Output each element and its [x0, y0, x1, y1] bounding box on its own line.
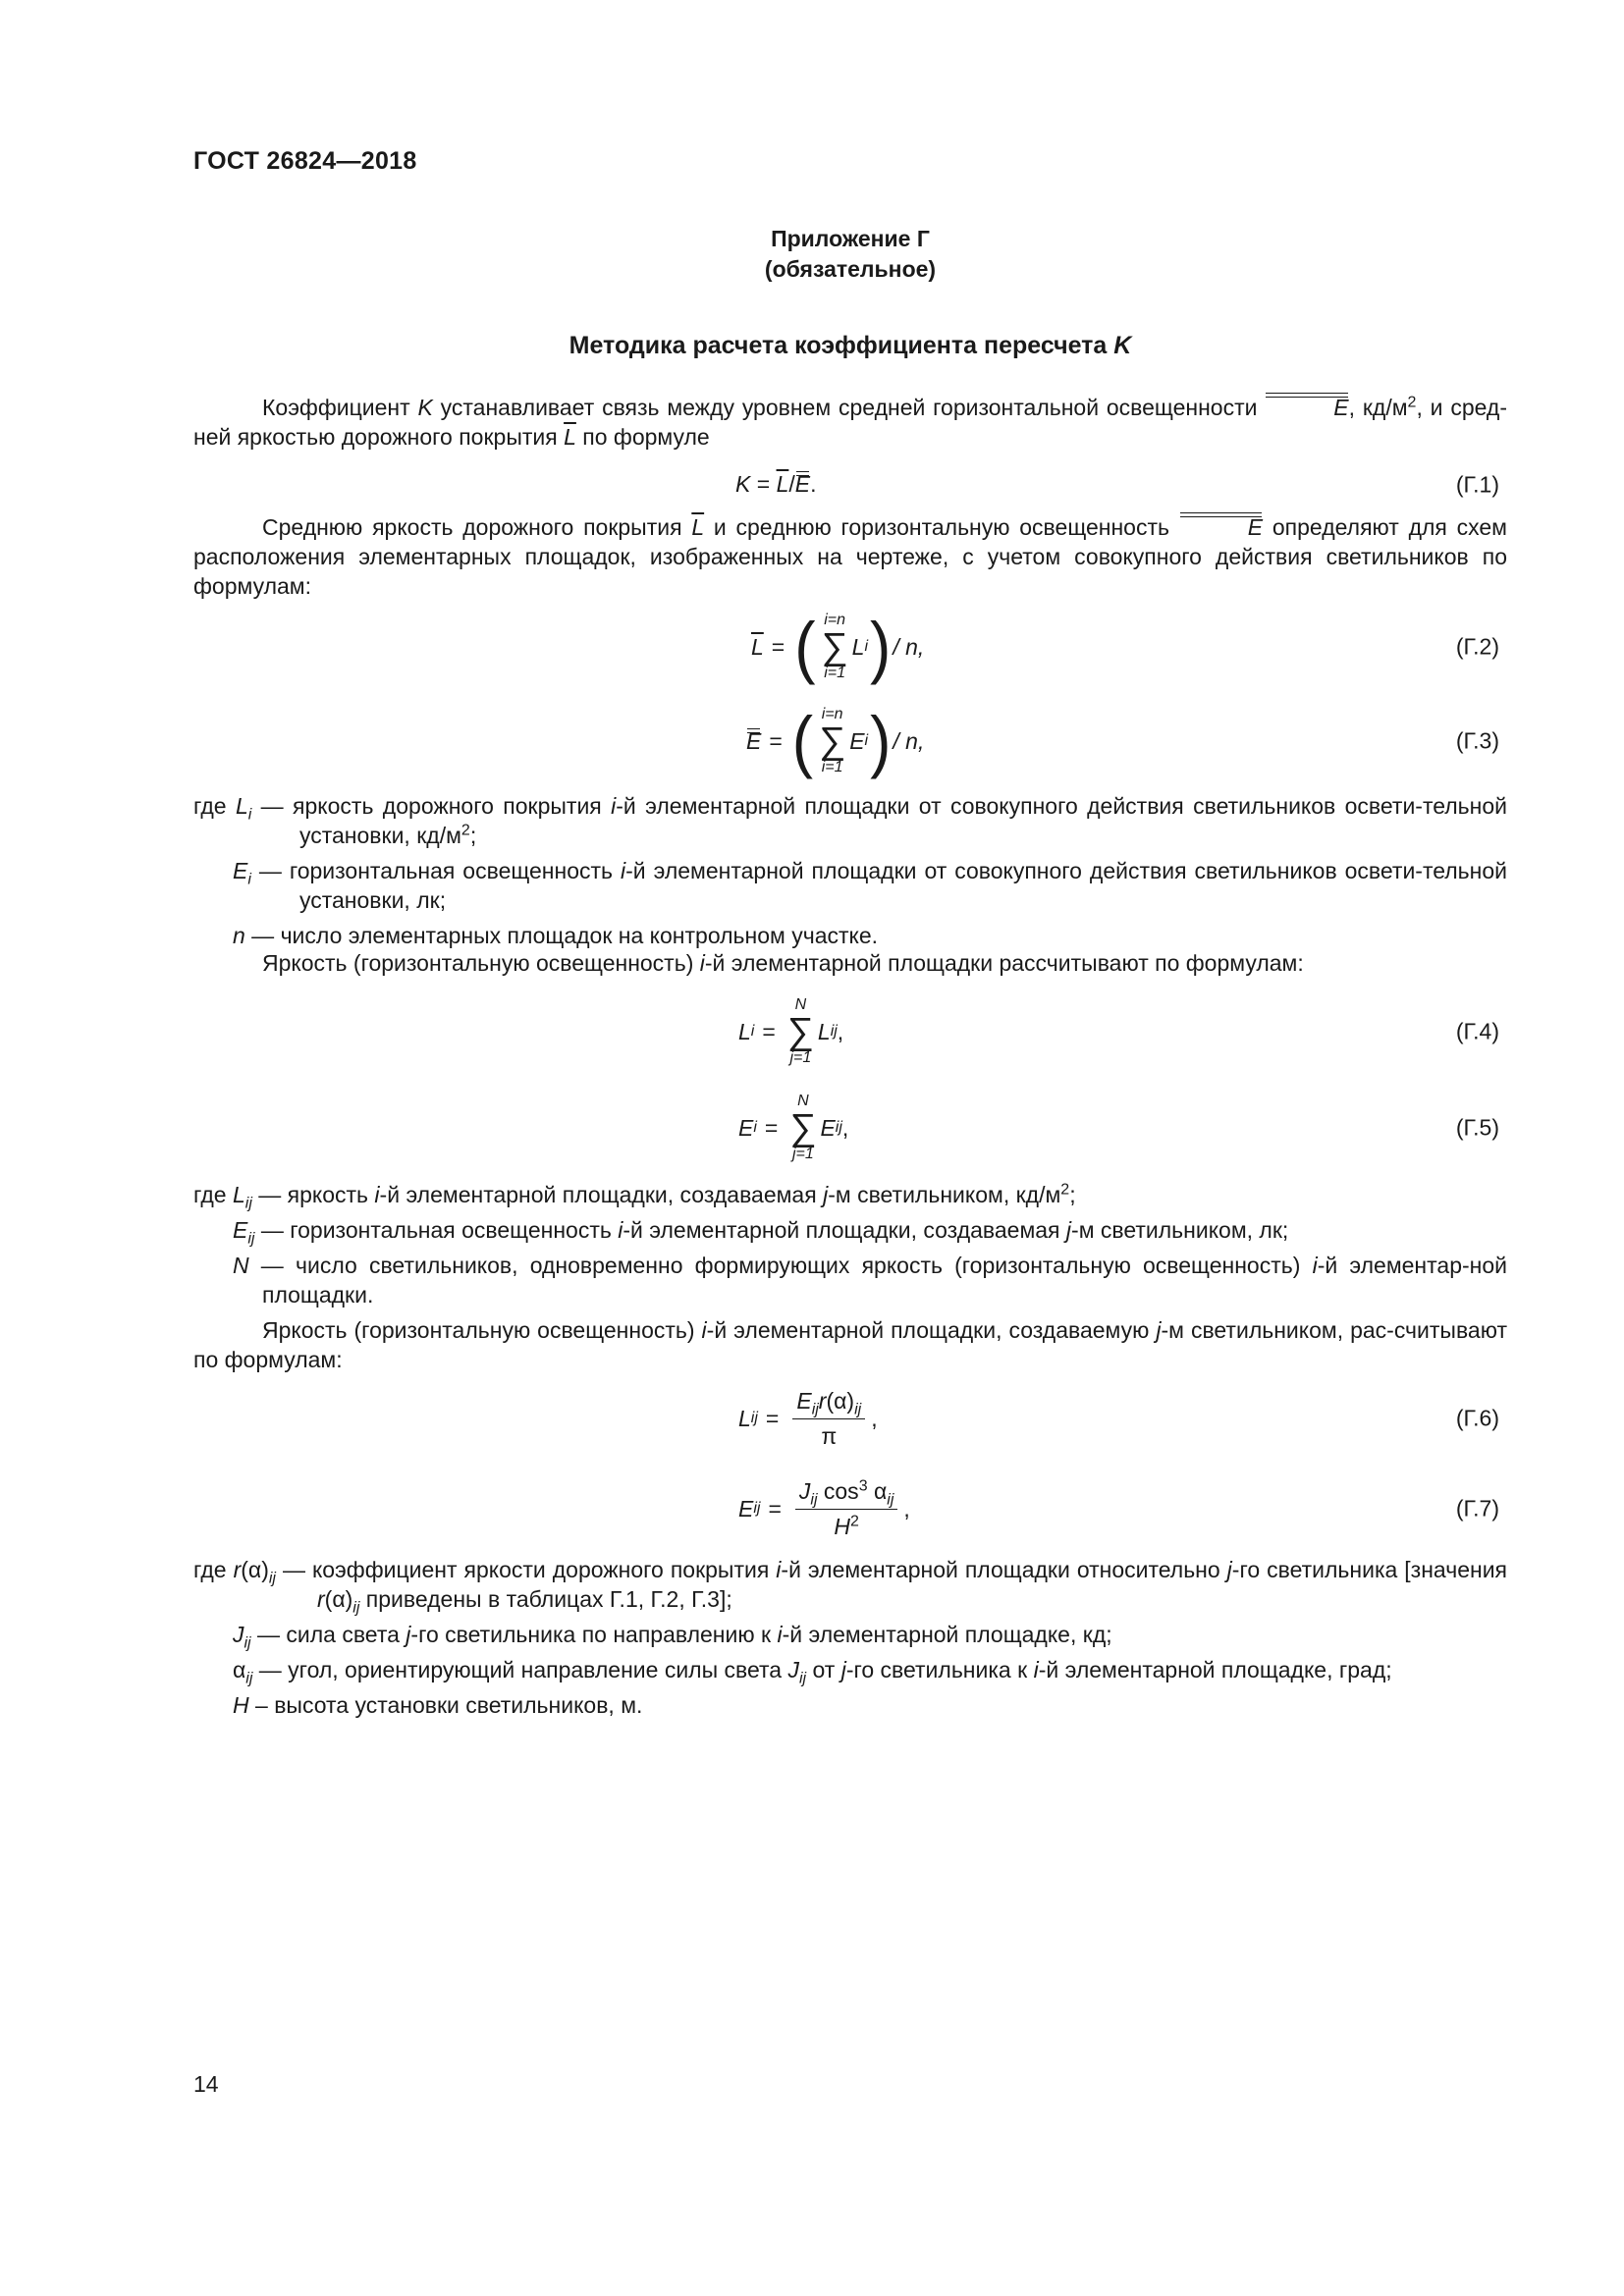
- formula-g4: [193, 991, 1507, 1072]
- para1-var-e-mean: E: [1265, 393, 1348, 422]
- formula-g1: [193, 465, 1507, 505]
- para1-text-1: Коэффициент: [262, 395, 418, 420]
- f5-tail: ,: [841, 1114, 849, 1141]
- def-var: L: [232, 1182, 245, 1207]
- def-lead: где: [193, 1182, 233, 1207]
- def-text-2: от: [806, 1657, 841, 1682]
- annex-heading: [193, 224, 1507, 285]
- def-text-2: -го светильника по направлению к: [410, 1622, 778, 1647]
- f7-lhs: E: [738, 1495, 754, 1522]
- f5-lhs: E: [738, 1114, 754, 1141]
- def-i: i: [776, 1557, 782, 1582]
- f2-lower-limit: i=1: [824, 665, 845, 681]
- def-j: j: [406, 1622, 411, 1647]
- def-text-1: — коэффициент яркости дорожного покрытия: [275, 1557, 777, 1582]
- f4-upper-limit: N: [794, 996, 807, 1013]
- f1-l-mean: $\overline{L}$: [776, 471, 789, 497]
- para4-j: j: [1156, 1317, 1162, 1343]
- formula-g6-body: L ij = $\frac{E_{ij}r(\alpha)_{ij}}{\pi}$ ,: [738, 1387, 878, 1449]
- def-text-4: приведены в таблицах Г.1, Г.2, Г.3];: [359, 1586, 732, 1612]
- f5-eq: =: [764, 1114, 779, 1141]
- definition-item: [193, 1555, 1507, 1617]
- formula-number: (Г.3): [1455, 727, 1499, 754]
- para1-var-l-mean: $\overline{L}$: [564, 424, 576, 450]
- f7-den-h: H: [834, 1513, 850, 1539]
- def-text-3: -го светильника к: [845, 1657, 1034, 1682]
- def-text-1: – высота установки светильников, м.: [248, 1692, 643, 1718]
- f7-num-alpha: α: [867, 1477, 888, 1504]
- f6-fraction: [792, 1388, 865, 1450]
- paragraph-3: [193, 948, 1507, 978]
- def-text-2: -й элементарной площадки, создаваемая: [623, 1217, 1066, 1243]
- definition-text: [233, 921, 878, 950]
- def-i: i: [618, 1217, 623, 1243]
- page-number: 14: [193, 2071, 219, 2097]
- para4-text-2: -й элементарной площадки, создаваемую: [706, 1317, 1157, 1343]
- f7-num-j-sub: ij: [810, 1491, 818, 1509]
- f2-term: L: [851, 633, 865, 660]
- f5-term: E: [820, 1114, 836, 1141]
- def-text-2: -й элементар-ной площадки.: [262, 1253, 1507, 1308]
- def-text-2: -й элементарной площадки от совокупного действия светильников освети-тельной установки, кд/м: [299, 793, 1507, 848]
- def-text-1: — яркость дорожного покрытия: [251, 793, 612, 819]
- formula-g3-body: E = ( i=n ∑ i=1 E i ) / n,: [746, 702, 925, 780]
- definition-item: [193, 1215, 1507, 1248]
- para3-text-2: -й элементарной площадки рассчитывают по формулам:: [704, 950, 1304, 976]
- f3-tail: / n,: [893, 727, 925, 754]
- f7-fraction: [795, 1478, 898, 1540]
- annex-title: Приложение Г: [771, 226, 930, 251]
- formula-number: (Г.1): [1455, 471, 1499, 498]
- def-sub: ij: [268, 1570, 276, 1587]
- f7-num-alpha-sub: ij: [887, 1491, 894, 1509]
- def-i: i: [777, 1622, 783, 1647]
- formula-number: (Г.4): [1455, 1018, 1499, 1044]
- def-lead: где: [193, 793, 236, 819]
- para2-text-1: Среднюю яркость дорожного покрытия: [262, 514, 692, 540]
- def-text-2: -й элементарной площадки относительно: [781, 1557, 1227, 1582]
- f7-denominator: [834, 1510, 859, 1540]
- def-var: α: [233, 1657, 246, 1682]
- f4-lower-limit: j=1: [789, 1049, 812, 1066]
- formula-g7: [193, 1465, 1507, 1553]
- f4-eq: =: [762, 1018, 776, 1044]
- def-text-4: -й элементарной площадке, град;: [1038, 1657, 1392, 1682]
- definition-item: [193, 1180, 1507, 1212]
- f6-lhs: L: [738, 1405, 751, 1431]
- def-i: i: [1033, 1657, 1039, 1682]
- def-var: r: [233, 1557, 242, 1582]
- formula-g5-body: E i = N ∑ j=1 E ij ,: [738, 1093, 849, 1162]
- def-i: i: [621, 858, 626, 883]
- f3-lower-limit: i=1: [821, 759, 843, 775]
- sigma-icon: ∑: [789, 1107, 817, 1148]
- def-sub: ij: [244, 1634, 251, 1652]
- def-sub: ij: [244, 1195, 252, 1212]
- def-text-3: -м светильником, лк;: [1071, 1217, 1289, 1243]
- def-j: j: [823, 1182, 829, 1207]
- annex-type: (обязательное): [764, 256, 937, 282]
- f2-summation: [822, 612, 848, 682]
- f3-upper-limit: i=n: [821, 706, 843, 722]
- f4-summation: [787, 996, 814, 1067]
- formula-g2: [193, 603, 1507, 691]
- f1-lhs: K: [735, 471, 751, 497]
- definition-item: [193, 1620, 1507, 1652]
- formula-g5: [193, 1088, 1507, 1168]
- para4-text-1: Яркость (горизонтальную освещенность): [262, 1317, 702, 1343]
- definition-text: [233, 1690, 642, 1720]
- para2-text-3: определяют для схем расположения элементарных площадок, изображенных на чертеже, с учетом совокупного действия светильников по формулам:: [193, 514, 1507, 599]
- def-text-1: — горизонтальная освещенность: [250, 858, 621, 883]
- def-text-1: — угол, ориентирующий направление силы света: [252, 1657, 788, 1682]
- f1-dot: .: [810, 471, 817, 497]
- f1-e-mean: E: [794, 471, 811, 497]
- f3-right-paren: ): [870, 702, 892, 780]
- def-text-1: — яркость: [251, 1182, 375, 1207]
- def-text-3: ;: [469, 823, 477, 848]
- f2-right-paren: ): [870, 608, 892, 686]
- f6-eq: =: [765, 1405, 780, 1431]
- para1-text-5: по формуле: [575, 424, 710, 450]
- para2-var-l-mean: $\overline{L}$: [691, 514, 705, 540]
- f6-num-r: r: [818, 1387, 827, 1414]
- f1-slash: /: [788, 471, 795, 497]
- f2-lhs: $\overline{L}$: [751, 633, 764, 660]
- f5-upper-limit: N: [797, 1093, 809, 1109]
- definition-text: [233, 1251, 1507, 1309]
- definitions-3: [193, 1555, 1507, 1726]
- f7-eq: =: [768, 1495, 782, 1522]
- definition-text: [193, 1180, 1076, 1212]
- definition-text: [233, 1620, 1112, 1652]
- f6-tail: ,: [871, 1405, 878, 1431]
- def-j-var: J: [787, 1657, 799, 1682]
- f3-left-paren: (: [791, 702, 814, 780]
- def-i: i: [1312, 1253, 1318, 1278]
- definition-item: [193, 1251, 1507, 1309]
- para3-text-1: Яркость (горизонтальную освещенность): [262, 950, 700, 976]
- def-text-3: -го светильника [значения: [1231, 1557, 1507, 1582]
- paragraph-1: [193, 393, 1507, 452]
- sigma-icon: ∑: [786, 1011, 814, 1052]
- def-var: L: [235, 793, 248, 819]
- f2-upper-limit: i=n: [824, 612, 845, 628]
- f6-num-alpha: (α): [826, 1387, 855, 1414]
- def-i: i: [374, 1182, 380, 1207]
- def-text-1: — горизонтальная освещенность: [254, 1217, 619, 1243]
- definition-text: [193, 1555, 1507, 1617]
- def-text-3: -м светильником, кд/м: [828, 1182, 1061, 1207]
- f7-numerator: [795, 1478, 898, 1510]
- formula-number: (Г.7): [1455, 1495, 1499, 1522]
- def-sub: ij: [247, 1230, 255, 1248]
- f7-num-cos-sup: 3: [858, 1476, 868, 1494]
- def-alpha: (α): [241, 1557, 269, 1582]
- para4-text-3: -м светильником, рас-считывают по формулам:: [193, 1317, 1507, 1372]
- definitions-1: [193, 791, 1507, 956]
- sigma-icon: ∑: [819, 721, 846, 762]
- def-j-var-sub: ij: [798, 1670, 807, 1687]
- def-j: j: [1065, 1217, 1072, 1243]
- def-sub2: ij: [352, 1599, 360, 1617]
- f3-summation: [819, 706, 845, 776]
- def-var: N: [233, 1253, 249, 1278]
- def-text-1: — число элементарных площадок на контрольном участке.: [244, 923, 879, 948]
- def-sub: i: [247, 871, 251, 888]
- def-r2: r: [317, 1586, 325, 1612]
- def-text-3: -й элементарной площадке, кд;: [782, 1622, 1112, 1647]
- def-var: E: [233, 1217, 248, 1243]
- def-text-1: — сила света: [250, 1622, 406, 1647]
- def-sub: ij: [245, 1670, 253, 1687]
- def-sup: 2: [460, 822, 470, 839]
- f2-eq: =: [771, 633, 785, 660]
- section-title: [193, 332, 1507, 360]
- para1-text-2: устанавливает связь между уровнем средней горизонтальной освещенности: [432, 395, 1266, 420]
- f3-term: E: [849, 727, 865, 754]
- para1-text-4: , и сред-ней яркостью дорожного покрытия: [193, 395, 1507, 450]
- f1-eq: =: [750, 471, 777, 497]
- formula-g4-body: L i = N ∑ j=1 L ij ,: [738, 996, 844, 1066]
- definition-item: [193, 921, 1507, 950]
- f7-num-j: J: [798, 1477, 811, 1504]
- def-text-2: -й элементарной площадки от совокупного действия светильников освети-тельной установки, лк;: [299, 858, 1508, 913]
- definition-item: [193, 856, 1507, 915]
- f3-lhs: E: [746, 727, 762, 754]
- definition-text: [193, 791, 1507, 850]
- formula-number: (Г.5): [1455, 1114, 1499, 1141]
- definition-text: [233, 856, 1507, 915]
- def-alpha2: (α): [324, 1586, 353, 1612]
- f4-lhs: L: [738, 1018, 751, 1044]
- para3-i: i: [699, 950, 705, 976]
- definitions-2: [193, 1180, 1507, 1315]
- para1-var-k: K: [417, 395, 433, 420]
- def-sup: 2: [1060, 1181, 1070, 1199]
- f3-eq: =: [769, 727, 783, 754]
- f5-lower-limit: j=1: [791, 1146, 814, 1162]
- para1-text-3: , кд/м: [1348, 395, 1408, 420]
- def-sub: i: [247, 806, 252, 824]
- definition-item: [193, 1655, 1507, 1687]
- def-var: E: [233, 858, 248, 883]
- formula-g3: [193, 697, 1507, 785]
- f2-left-paren: (: [794, 608, 816, 686]
- f6-numerator: [792, 1388, 865, 1419]
- section-title-var: K: [1113, 332, 1132, 359]
- definition-item: [193, 791, 1507, 850]
- def-text-1: — число светильников, одновременно формирующих яркость (горизонтальную освещенность): [248, 1253, 1313, 1278]
- definition-text: [233, 1655, 1392, 1687]
- def-j: j: [1226, 1557, 1232, 1582]
- def-text-2: -й элементарной площадки, создаваемая: [379, 1182, 824, 1207]
- def-var: J: [233, 1622, 244, 1647]
- formula-number: (Г.6): [1455, 1405, 1499, 1431]
- formula-g2-body: $\overline{L}$ = ( i=n ∑ i=1 L i ) / n,: [751, 608, 925, 686]
- def-lead: где: [193, 1557, 234, 1582]
- formula-g7-body: E ij = $\frac{J_{ij} \cos^3 \alpha_{ij}}{H^2}$ ,: [738, 1476, 910, 1539]
- paragraph-2: [193, 512, 1507, 601]
- f6-num-sub: ij: [854, 1401, 862, 1418]
- def-i: i: [611, 793, 617, 819]
- formula-number: (Г.2): [1455, 633, 1499, 660]
- para4-i: i: [701, 1317, 707, 1343]
- def-text-4: ;: [1069, 1182, 1076, 1207]
- f5-summation: [789, 1093, 816, 1163]
- formula-g1-body: [735, 471, 816, 498]
- para1-sup: 2: [1407, 394, 1417, 411]
- document-code: ГОСТ 26824—2018: [193, 147, 417, 175]
- sigma-icon: ∑: [821, 626, 848, 667]
- para2-var-e-mean: E: [1179, 512, 1263, 542]
- section-title-text: Методика расчета коэффициента пересчета: [568, 332, 1114, 359]
- f4-tail: ,: [837, 1018, 844, 1044]
- f2-tail: / n,: [893, 633, 925, 660]
- def-var: H: [233, 1692, 249, 1718]
- f6-num-e: E: [796, 1387, 812, 1414]
- f4-term: L: [817, 1018, 831, 1044]
- paragraph-4: [193, 1315, 1507, 1374]
- f7-tail: ,: [903, 1495, 910, 1522]
- f6-num-e-sub: ij: [811, 1401, 819, 1418]
- def-var: n: [233, 923, 245, 948]
- f7-num-cos: cos: [817, 1477, 859, 1504]
- definition-item: [193, 1690, 1507, 1720]
- para2-text-2: и среднюю горизонтальную освещенность: [704, 514, 1179, 540]
- formula-g6: [193, 1374, 1507, 1463]
- definition-text: [233, 1215, 1289, 1248]
- f6-denominator: π: [821, 1422, 838, 1449]
- def-j: j: [840, 1657, 846, 1682]
- f7-den-sup: 2: [850, 1512, 859, 1529]
